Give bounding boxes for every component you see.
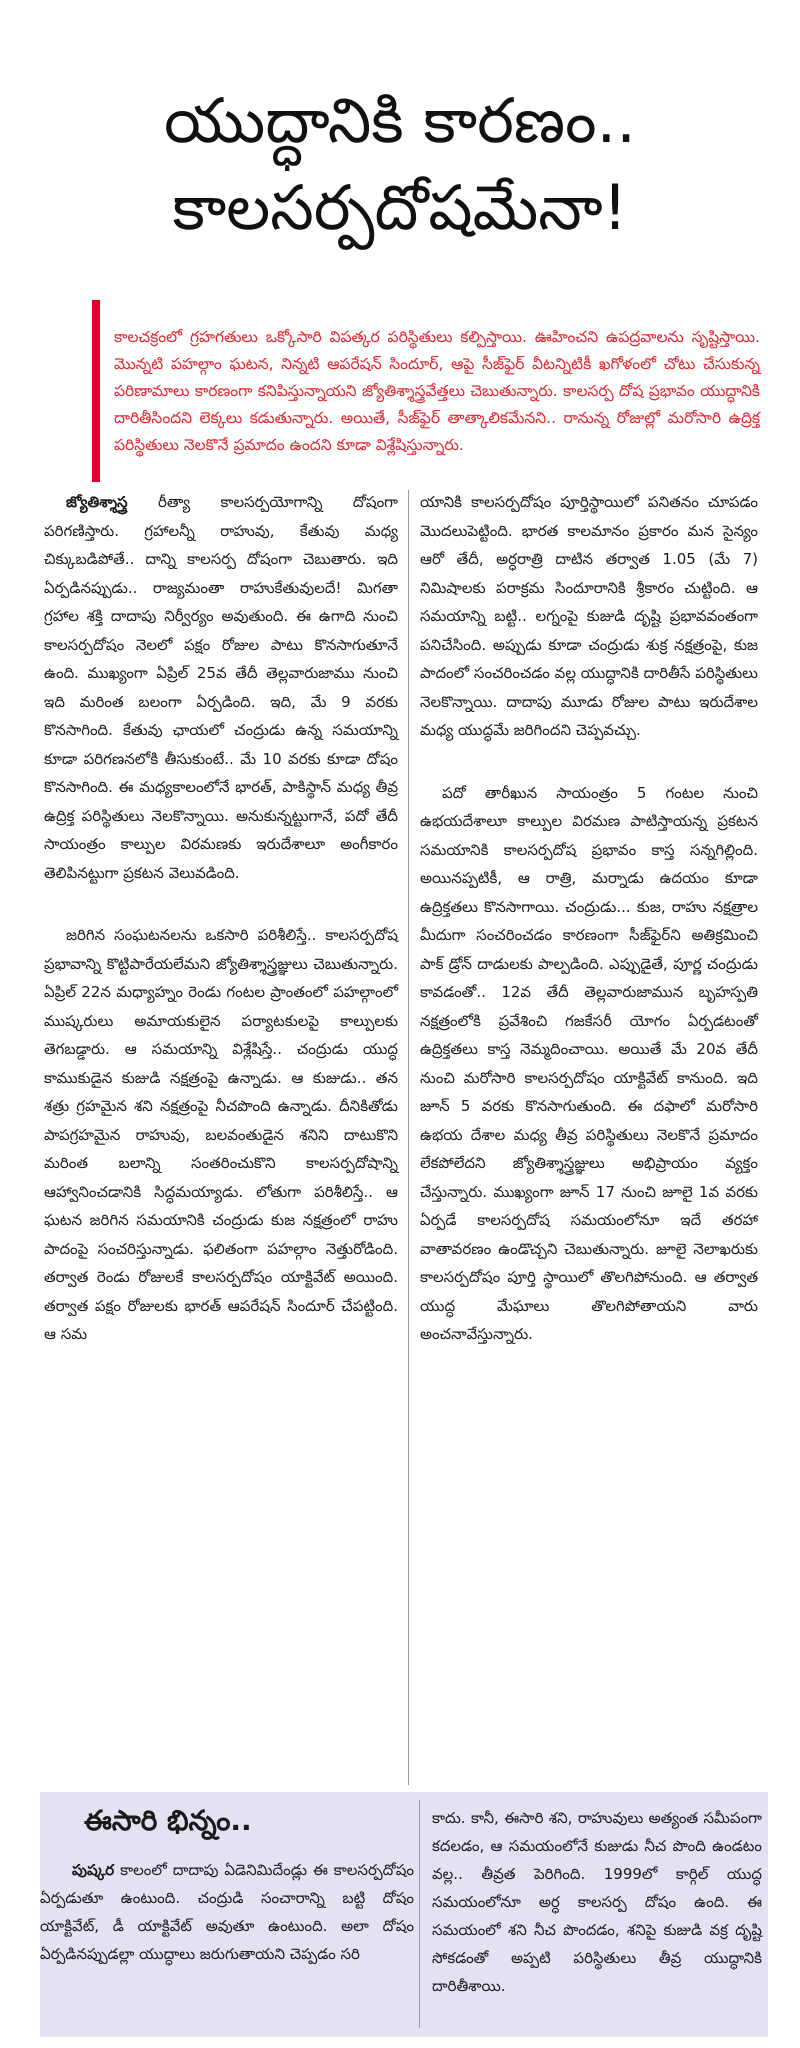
headline-line-2: కాలసర్పదోషమేనా!	[172, 171, 628, 244]
right-paragraph-1: యానికి కాలసర్పదోషం పూర్తిస్థాయిలో పనితనం చూపడం మొదలుపెట్టింది. భారత కాలమానం ప్రకారం మన సైన్యం ఆరో తేదీ, అర్ధరాత్రి దాటిన తర్వాత 1.05 (మే 7) నిమిషాలకు పరాక్రమ సిందూరానికి శ్రీకారం చుట్టింది. ఆ సమయాన్ని బట్టి.. లగ్నంపై కుజుడి దృష్టి ప్రభావవంతంగా పనిచేసింది. అప్పుడు కూడా చంద్రుడు శుక్ర నక్షత్రంపై, కుజ పాదంలో సంచరించడం వల్ల యుద్ధానికి దారితీసే పరిస్థితులు నెలకొన్నాయి. దాదాపు మూడు రోజుల పాటు ఇరుదేశాల మధ్య యుద్ధమే జరిగిందని చెప్పవచ్చు.	[420, 493, 758, 739]
box-divider	[419, 1800, 420, 2028]
left-column	[44, 488, 398, 1383]
left-paragraph-1	[44, 488, 398, 887]
lead-text: కాలచక్రంలో గ్రహగతులు ఒక్కోసారి విపత్కర పరిస్థితులు కల్పిస్తాయి. ఊహించని ఉపద్రవాలను సృష్టిస్తాయి. మొన్నటి పహల్గాం ఘటన, నిన్నటి ఆపరేషన్ సిందూర్, ఆపై సీజ్‌ఫైర్ వీటన్నిటికీ ఖగోళంలో చోటు చేసుకున్న పరిణామాలు కారణంగా కనిపిస్తున్నాయని జ్యోతిశ్శాస్త్రవేత్తలు చెబుతున్నారు. కాలసర్ప దోష ప్రభావం యుద్ధానికి దారితీసిందని లెక్కలు కడుతున్నారు. అయితే, సీజ్‌ఫైర్ తాత్కాలికమేనని.. రానున్న రోజుల్లో మరోసారి ఉద్రిక్త పరిస్థితులు నెలకొనే ప్రమాదం ఉందని కూడా విశ్లేషిస్తున్నారు.	[114, 327, 760, 454]
headline-line-1: యుద్ధానికి కారణం..	[164, 84, 636, 158]
lead-paragraph	[92, 300, 760, 482]
left-kicker: జ్యోతిశ్శాస్త్ర	[66, 493, 128, 511]
left-paragraph-1-text: రీత్యా కాలసర్పయోగాన్ని దోషంగా పరిగణిస్తారు. గ్రహాలన్నీ రాహువు, కేతువు మధ్య చిక్కుబడిపోతే.. దాన్ని కాలసర్ప దోషంగా చెబుతారు. ఇది ఏర్పడినప్పుడు.. రాజ్యమంతా రాహుకేతువులదే! మిగతా గ్రహాల శక్తి దాదాపు నిర్వీర్యం అవుతుంది. ఈ ఉగాది నుంచి కాలసర్పదోషం నెలలో పక్షం రోజుల పాటు కొనసాగుతూనే ఉంది. ముఖ్యంగా ఏప్రిల్ 25వ తేదీ తెల్లవారుజాము నుంచి ఇది మరింత బలంగా ఏర్పడింది. ఇది, మే 9 వరకు కొనసాగింది. కేతువు ఛాయలో చంద్రుడు ఉన్న సమయాన్ని కూడా పరిగణనలోకి తీసుకుంటే.. మే 10 వరకు కూడా దోషం కొనసాగింది. ఈ మధ్యకాలంలోనే భారత్, పాకిస్థాన్ మధ్య తీవ్ర ఉద్రిక్త పరిస్థితులు నెలకొన్నాయి. అనుకున్నట్టుగానే, పదో తేదీ సాయంత్రం కాల్పుల విరమణకు ఇరుదేశాలూ అంగీకారం తెలిపినట్టుగా ప్రకటన వెలువడింది.	[44, 493, 398, 882]
left-paragraph-2: జరిగిన సంఘటనలను ఒకసారి పరిశీలిస్తే.. కాలసర్పదోష ప్రభావాన్ని కొట్టిపారేయలేమని జ్యోతిశ్శాస్త్రజ్ఞులు చెబుతున్నారు. ఏప్రిల్ 22న మధ్యాహ్నం రెండు గంటల ప్రాంతంలో పహల్గాంలో ముష్కరులు అమాయకులైన పర్యాటకులపై కాల్పులకు తెగబడ్డారు. ఆ సమయాన్ని విశ్లేషిస్తే.. చంద్రుడు యుద్ధ కాముకుడైన కుజుడి నక్షత్రంపై ఉన్నాడు. ఆ కుజుడు.. తన శత్రు గ్రహమైన శని నక్షత్రంపై నీచపొంది ఉన్నాడు. దీనికితోడు పాపగ్రహమైన రాహువు, బలవంతుడైన శనిని దాటుకొని మరింత బలాన్ని సంతరించుకొని కాలసర్పదోషాన్ని ఆహ్వానించడానికి సిద్ధమయ్యాడు. లోతుగా పరిశీలిస్తే.. ఆ ఘటన జరిగిన సమయానికి చంద్రుడు కుజ నక్షత్రంలో రాహు పాదంపై సంచరిస్తున్నాడు. ఫలితంగా పహల్గాం నెత్తురోడింది. తర్వాత రెండు రోజులకే కాలసర్పదోషం యాక్టివేట్ అయింది. తర్వాత పక్షం రోజులకు భారత్ ఆపరేషన్ సిందూర్ చేపట్టింది. ఆ సమ	[44, 926, 398, 1343]
right-column	[420, 488, 758, 1383]
box-left-body: కాలంలో దాదాపు ఏడెనిమిదేండ్లు ఈ కాలసర్పదోషం ఏర్పడుతూ ఉంటుంది. చంద్రుడి సంచారాన్ని బట్టి దోషం యాక్టివేట్, డీ యాక్టివేట్ అవుతూ ఉంటుంది. అలా దోషం ఏర్పడినప్పుడల్లా యుద్ధాలు జరుగుతాయని చెప్పడం సరి	[40, 1861, 414, 1963]
box-kicker: పుష్కర	[72, 1861, 115, 1879]
box-left-text	[40, 1856, 414, 1968]
column-divider	[408, 490, 409, 1785]
box-right-column	[432, 1804, 762, 2000]
box-left-column	[40, 1804, 414, 1968]
headline	[0, 0, 800, 330]
box-title: ఈసారి భిన్నం..	[84, 1804, 252, 1837]
box-right-text: కాదు. కానీ, ఈసారి శని, రాహువులు అత్యంత సమీపంగా కదలడం, ఆ సమయంలోనే కుజుడు నీచ పొంది ఉండటం వల్ల.. తీవ్రత పెరిగింది. 1999లో కార్గిల్ యుద్ధ సమయంలోనూ అర్ధ కాలసర్ప దోషం ఉంది. ఈ సమయంలో శని నీచ పొందడం, శనిపై కుజుడి వక్ర దృష్టి సోకడంతో అప్పటి పరిస్థితులు తీవ్ర యుద్ధానికి దారితీశాయి.	[432, 1809, 762, 1995]
right-paragraph-2: పదో తారీఖున సాయంత్రం 5 గంటల నుంచి ఉభయదేశాలూ కాల్పుల విరమణ పాటిస్తాయన్న ప్రకటన సమయానికి కాలసర్పదోష ప్రభావం కాస్త సన్నగిల్లింది. అయినప్పటికీ, ఆ రాత్రి, మర్నాడు ఉదయం కూడా ఉద్రిక్తతలు కొనసాగాయి. చంద్రుడు... కుజ, రాహు నక్షత్రాల మీదుగా సంచరించడం కారణంగా సీజ్‌ఫైర్‌ని అతిక్రమించి పాక్ డ్రోన్ దాడులకు పాల్పడింది. ఎప్పుడైతే, పూర్ణ చంద్రుడు కావడంతో.. 12వ తేదీ తెల్లవారుజామున బృహస్పతి నక్షత్రంలోకి ప్రవేశించి గజకేసరీ యోగం ఏర్పడటంతో ఉద్రిక్తతలు కాస్త నెమ్మదించాయి. అయితే మే 20వ తేదీ నుంచి మరోసారి కాలసర్పదోషం యాక్టివేట్ కానుంది. ఇది జూన్ 5 వరకు కొనసాగుతుంది. ఈ దఫాలో మరోసారి ఉభయ దేశాల మధ్య తీవ్ర పరిస్థితులు నెలకొనే ప్రమాదం లేకపోలేదని జ్యోతిశ్శాస్త్రజ్ఞులు అభిప్రాయం వ్యక్తం చేస్తున్నారు. ముఖ్యంగా జూన్ 17 నుంచి జూలై 1వ వరకు ఏర్పడే కాలసర్పదోష సమయంలోనూ ఇదే తరహా వాతావరణం ఉండొచ్చని చెబుతున్నారు. జూలై నెలాఖరుకు కాలసర్పదోషం పూర్తి స్థాయిలో తొలగిపోనుంది. ఆ తర్వాత యుద్ధ మేఘాలు తొలగిపోతాయని వారు అంచనావేస్తున్నారు.	[420, 783, 758, 1343]
